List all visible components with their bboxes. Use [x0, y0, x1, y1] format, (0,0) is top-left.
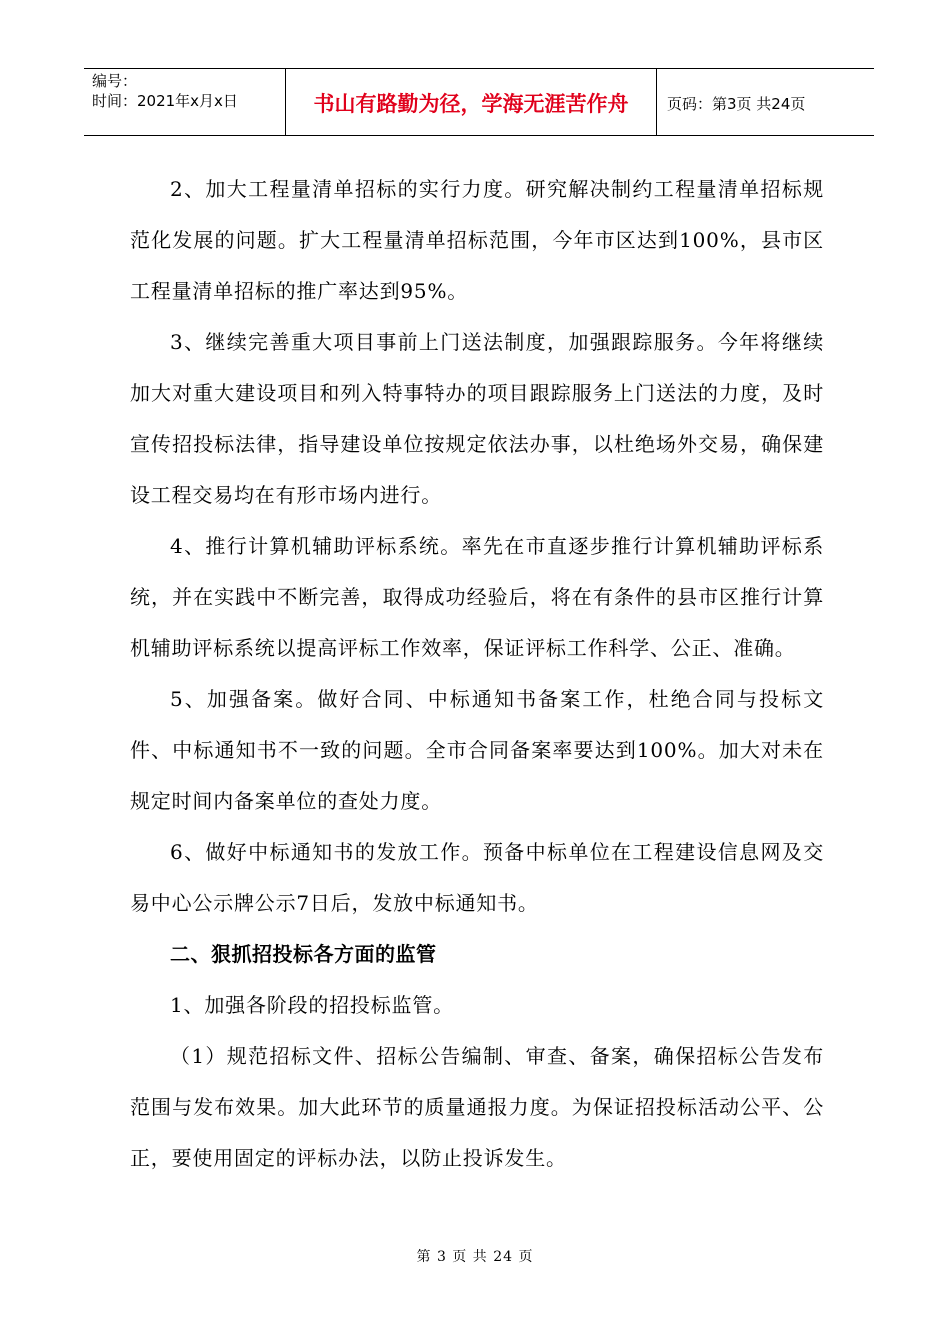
- paragraph-item-2: 2、加大工程量清单招标的实行力度。研究解决制约工程量清单招标规范化发展的问题。扩大工程量清单招标范围，今年市区达到100%，县市区工程量清单招标的推广率达到95%。: [130, 177, 824, 303]
- document-number-label: 编号：: [92, 72, 138, 90]
- header-page-info: 页码：第3页 共24页: [667, 94, 806, 113]
- paragraph-item-6: 6、做好中标通知书的发放工作。预备中标单位在工程建设信息网及交易中心公示牌公示7日后，发放中标通知书。: [130, 840, 824, 915]
- page-header: [84, 68, 874, 136]
- header-meta: [84, 69, 286, 135]
- paragraph-item-5: 5、加强备案。做好合同、中标通知书备案工作，杜绝合同与投标文件、中标通知书不一致的问题。全市合同备案率要达到100%。加大对未在规定时间内备案单位的查处力度。: [130, 687, 824, 813]
- header-motto: 书山有路勤为径，学海无涯苦作舟: [286, 69, 657, 135]
- document-date: 时间：2021年x月x日: [92, 92, 238, 110]
- paragraph-subitem-1-1: （1）规范招标文件、招标公告编制、审查、备案，确保招标公告发布范围与发布效果。加大此环节的质量通报力度。为保证招投标活动公平、公正，要使用固定的评标办法，以防止投诉发生。: [130, 1044, 824, 1170]
- section-heading: 二、狠抓招投标各方面的监管: [170, 942, 437, 966]
- document-body: [130, 164, 824, 1184]
- paragraph-subitem-1: 1、加强各阶段的招投标监管。: [170, 993, 454, 1017]
- page-footer: 第 3 页 共 24 页: [416, 1249, 534, 1265]
- paragraph-item-3: 3、继续完善重大项目事前上门送法制度，加强跟踪服务。今年将继续加大对重大建设项目和列入特事特办的项目跟踪服务上门送法的力度，及时宣传招投标法律，指导建设单位按规定依法办事，以杜绝场外交易，确保建设工程交易均在有形市场内进行。: [130, 330, 824, 507]
- paragraph-item-4: 4、推行计算机辅助评标系统。率先在市直逐步推行计算机辅助评标系统，并在实践中不断完善，取得成功经验后，将在有条件的县市区推行计算机辅助评标系统以提高评标工作效率，保证评标工作科学、公正、准确。: [130, 534, 824, 660]
